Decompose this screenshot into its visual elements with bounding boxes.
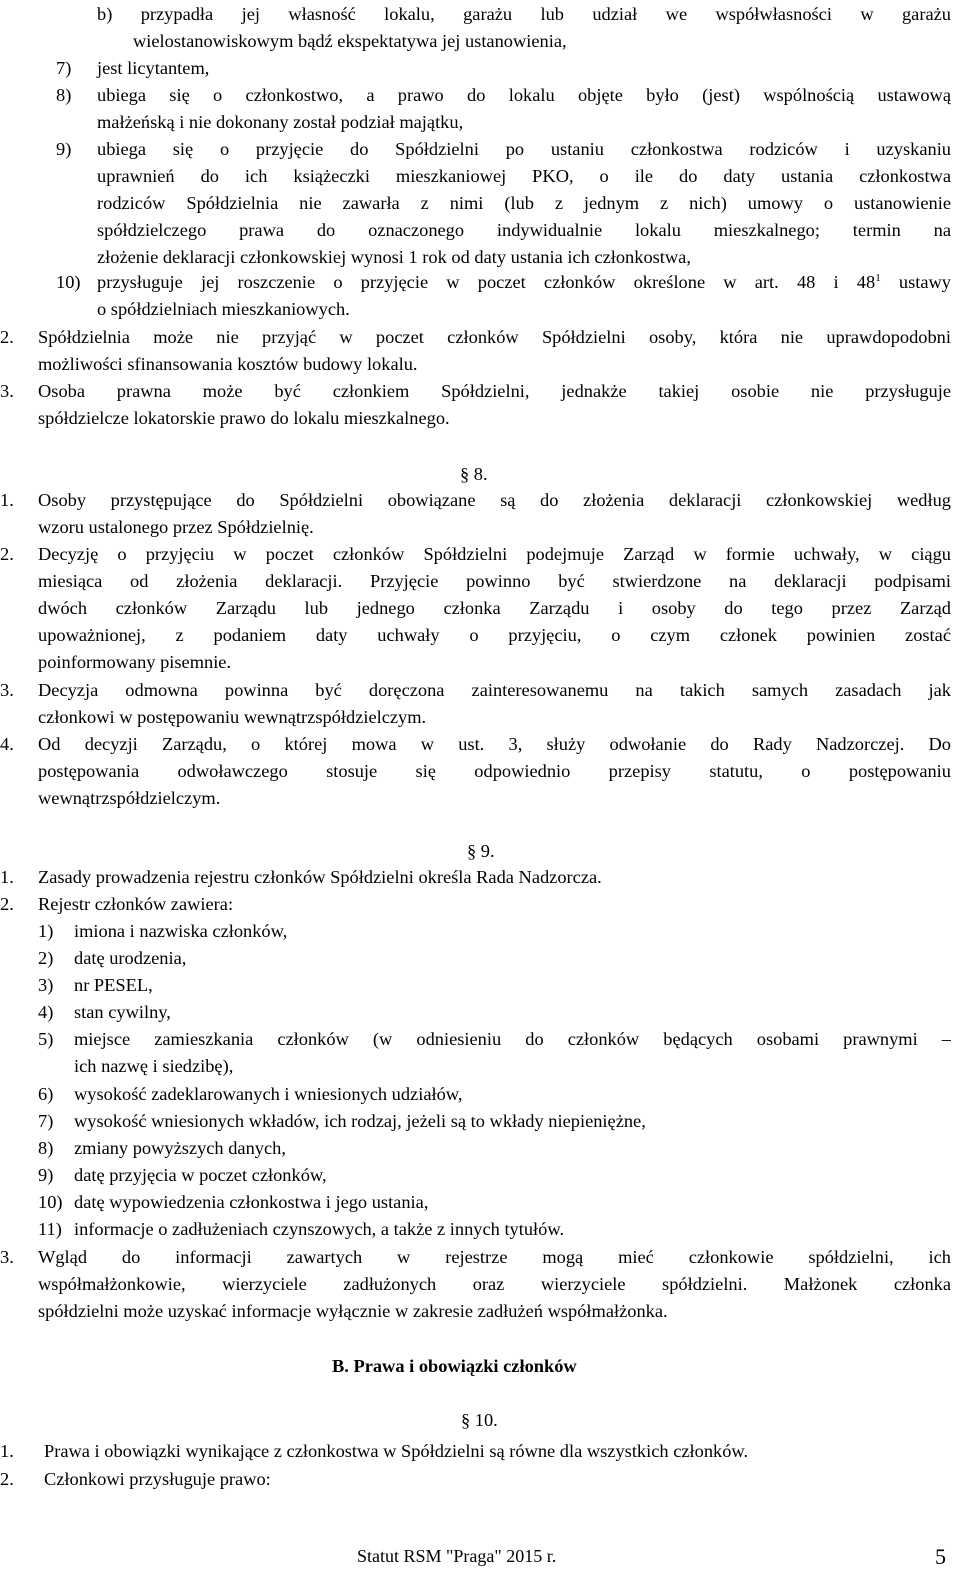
list-number: 10)	[56, 272, 81, 292]
list-item-text: złożenie deklaracji członkowskiej wynosi 1 rok od daty ustania ich członkostwa,	[97, 247, 691, 267]
paragraph-number: 3.	[0, 1247, 14, 1267]
section-title: § 9.	[467, 841, 495, 861]
paragraph-text: wzoru ustalonego przez Spółdzielnię.	[38, 517, 314, 537]
paragraph-text: możliwości sfinansowania kosztów budowy lokalu.	[38, 354, 418, 374]
list-item-text: wysokość zadeklarowanych i wniesionych udziałów,	[74, 1084, 463, 1104]
paragraph-text: Wgląd do informacji zawartych w rejestrze mogą mieć członkowie spółdzielni, ich	[38, 1247, 951, 1267]
section-title: § 10.	[461, 1410, 498, 1430]
list-number: 5)	[38, 1029, 54, 1049]
paragraph-text: spółdzielni może uzyskać informacje wyłącznie w zakresie zadłużeń współmałżonka.	[38, 1301, 668, 1321]
list-number: 9)	[38, 1165, 54, 1185]
list-item-text: informacje o zadłużeniach czynszowych, a także z innych tytułów.	[74, 1219, 565, 1239]
list-item-text: przysługuje jej roszczenie o przyjęcie w poczet członków określone w art. 48 i $48^1$ ustawy	[97, 272, 951, 292]
paragraph-text: Osoby przystępujące do Spółdzielni obowiązane są do złożenia deklaracji członkowskiej według	[38, 490, 951, 510]
paragraph-text: członkowi w postępowaniu wewnątrzspółdzielczym.	[38, 707, 427, 727]
paragraph-number: 2.	[0, 544, 14, 564]
list-item-text: ich nazwę i siedzibę),	[74, 1056, 234, 1076]
section-heading: B. Prawa i obowiązki członków	[332, 1356, 577, 1376]
list-number: 6)	[38, 1084, 54, 1104]
list-number: 1)	[38, 921, 54, 941]
paragraph-text: Decyzja odmowna powinna być doręczona zainteresowanemu na takich samych zasadach jak	[38, 680, 951, 700]
list-item-text: nr PESEL,	[74, 975, 153, 995]
list-number: 3)	[38, 975, 54, 995]
list-item-text: imiona i nazwiska członków,	[74, 921, 288, 941]
list-item-text: miejsce zamieszkania członków (w odniesieniu do członków będących osobami prawnymi –	[74, 1029, 951, 1049]
list-item-text: ubiega się o przyjęcie do Spółdzielni po ustaniu członkostwa rodziców i uzyskaniu	[97, 139, 951, 159]
paragraph-text: Spółdzielnia może nie przyjąć w poczet członków Spółdzielni osoby, która nie uprawdopodobni	[38, 327, 951, 347]
list-number: 8)	[56, 85, 72, 105]
paragraph-text: Rejestr członków zawiera:	[38, 894, 234, 914]
paragraph-text: poinformowany pisemnie.	[38, 652, 232, 672]
list-item-text: ubiega się o członkostwo, a prawo do lokalu objęte było (jest) wspólnością ustawową	[97, 85, 951, 105]
paragraph-number: 1.	[0, 490, 14, 510]
list-item-text: rodziców Spółdzielnia nie zawarła z nimi (lub z jednym z nich) umowy o ustanowienie	[97, 193, 951, 213]
section-title: § 8.	[460, 464, 488, 484]
paragraph-text: postępowania odwoławczego stosuje się odpowiednio przepisy statutu, o postępowaniu	[38, 761, 951, 781]
item-b-line: b) przypadła jej własność lokalu, garażu lub udział we współwłasności w garażu	[97, 4, 951, 24]
paragraph-number: 2.	[0, 894, 14, 914]
list-number: 11)	[38, 1219, 62, 1239]
list-item-text: datę urodzenia,	[74, 948, 187, 968]
list-number: 8)	[38, 1138, 54, 1158]
list-item-text: uprawnień do ich książeczki mieszkaniowej PKO, o ile do daty ustania członkostwa	[97, 166, 951, 186]
paragraph-text: wewnątrzspółdzielczym.	[38, 788, 221, 808]
list-number: 10)	[38, 1192, 63, 1212]
paragraph-text: dwóch członków Zarządu lub jednego członka Zarządu i osoby do tego przez Zarząd	[38, 598, 951, 618]
paragraph-text: współmałżonkowie, wierzyciele zadłużonych oraz wierzyciele spółdzielni. Małżonek członka	[38, 1274, 951, 1294]
list-item-text: spółdzielczego prawa do oznaczonego indywidualnie lokalu mieszkalnego; termin na	[97, 220, 951, 240]
paragraph-number: 4.	[0, 734, 14, 754]
page-number: 5	[935, 1544, 946, 1569]
list-item-text: jest licytantem,	[97, 58, 210, 78]
list-item-text: stan cywilny,	[74, 1002, 171, 1022]
paragraph-number: 2.	[0, 1469, 14, 1489]
footer-label: Statut RSM "Praga" 2015 r.	[357, 1546, 557, 1566]
list-number: 4)	[38, 1002, 54, 1022]
paragraph-number: 1.	[0, 1441, 14, 1461]
paragraph-text: miesiąca od złożenia deklaracji. Przyjęcie powinno być stwierdzone na deklaracji podpisami	[38, 571, 951, 591]
list-item-text: wysokość wniesionych wkładów, ich rodzaj, jeżeli są to wkłady niepieniężne,	[74, 1111, 646, 1131]
list-item-text: małżeńską i nie dokonany został podział majątku,	[97, 112, 464, 132]
paragraph-number: 3.	[0, 680, 14, 700]
list-item-text: datę przyjęcia w poczet członków,	[74, 1165, 327, 1185]
list-item-text: datę wypowiedzenia członkostwa i jego ustania,	[74, 1192, 429, 1212]
paragraph-number: 2.	[0, 327, 14, 347]
list-item-text: o spółdzielniach mieszkaniowych.	[97, 299, 350, 319]
list-item-text: zmiany powyższych danych,	[74, 1138, 286, 1158]
paragraph-text: spółdzielcze lokatorskie prawo do lokalu mieszkalnego.	[38, 408, 450, 428]
paragraph-text: Od decyzji Zarządu, o której mowa w ust. 3, służy odwołanie do Rady Nadzorczej. Do	[38, 734, 951, 754]
paragraph-text: Decyzję o przyjęciu w poczet członków Spółdzielni podejmuje Zarząd w formie uchwały, w ciągu	[38, 544, 951, 564]
list-number: 9)	[56, 139, 72, 159]
paragraph-text: Zasady prowadzenia rejestru członków Spółdzielni określa Rada Nadzorcza.	[38, 867, 602, 887]
list-number: 7)	[38, 1111, 54, 1131]
paragraph-text: Osoba prawna może być członkiem Spółdzielni, jednakże takiej osobie nie przysługuje	[38, 381, 951, 401]
paragraph-text: Członkowi przysługuje prawo:	[44, 1469, 271, 1489]
paragraph-number: 1.	[0, 867, 14, 887]
list-number: 2)	[38, 948, 54, 968]
list-number: 7)	[56, 58, 72, 78]
item-b-line: wielostanowiskowym bądź ekspektatywa jej ustanowienia,	[133, 31, 567, 51]
paragraph-number: 3.	[0, 381, 14, 401]
paragraph-text: upoważnionej, z podaniem daty uchwały o przyjęciu, o czym członek powinien zostać	[38, 625, 951, 645]
paragraph-text: Prawa i obowiązki wynikające z członkostwa w Spółdzielni są równe dla wszystkich członków.	[44, 1441, 749, 1461]
